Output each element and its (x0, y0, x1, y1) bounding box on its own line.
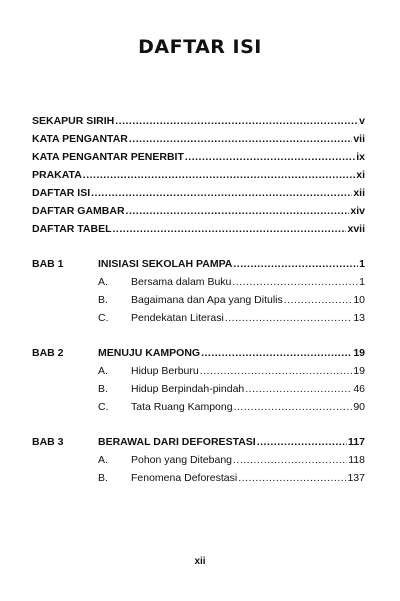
section-letter: B. (98, 383, 108, 395)
dot-leader (284, 294, 353, 307)
section-page: 19 (353, 365, 365, 377)
toc-section (131, 365, 365, 378)
chapter-page: 19 (353, 347, 365, 359)
dot-leader (129, 133, 352, 146)
chapter-number: BAB 3 (32, 436, 64, 448)
dot-leader (115, 115, 358, 128)
toc-entry-label: DAFTAR TABEL (32, 223, 112, 235)
toc-entry-kata-pengantar-penerbit (32, 151, 365, 164)
toc-entry-page: xvii (347, 223, 365, 235)
toc-chapter-1 (98, 258, 365, 271)
section-page: 10 (353, 294, 365, 306)
section-letter: A. (98, 454, 108, 466)
dot-leader (83, 169, 355, 182)
toc-entry-label: KATA PENGANTAR PENERBIT (32, 151, 184, 163)
toc-entry-page: xiv (350, 205, 365, 217)
dot-leader (126, 205, 350, 218)
section-page: 46 (353, 383, 365, 395)
section-title: Bagaimana dan Apa yang Ditulis (131, 294, 283, 306)
section-page: 137 (347, 472, 365, 484)
section-letter: B. (98, 294, 108, 306)
chapter-title: MENUJU KAMPONG (98, 347, 201, 359)
dot-leader (225, 312, 352, 325)
dot-leader (257, 436, 347, 449)
chapter-page: 117 (348, 436, 365, 448)
toc-entry-page: xii (353, 187, 365, 199)
toc-entry-label: SEKAPUR SIRIH (32, 115, 115, 127)
toc-entry-page: vii (353, 133, 365, 145)
dot-leader (201, 347, 352, 360)
toc-entry-sekapur-sirih (32, 115, 365, 128)
dot-leader (233, 258, 358, 271)
toc-entry-page: xi (356, 169, 365, 181)
toc-entry-label: PRAKATA (32, 169, 82, 181)
dot-leader (234, 401, 353, 414)
toc-entry-page: v (359, 115, 365, 127)
section-letter: C. (98, 401, 109, 413)
section-page: 1 (359, 276, 365, 288)
toc-section (131, 294, 365, 307)
dot-leader (91, 187, 352, 200)
toc-entry-label: DAFTAR GAMBAR (32, 205, 125, 217)
chapter-page: 1 (359, 258, 365, 270)
section-title: Bersama dalam Buku (131, 276, 232, 288)
page-number: xii (194, 556, 206, 567)
toc-section (131, 383, 365, 396)
toc-entry-label: DAFTAR ISI (32, 187, 91, 199)
chapter-title: BERAWAL DARI DEFORESTASI (98, 436, 256, 448)
section-letter: A. (98, 276, 108, 288)
section-page: 13 (353, 312, 365, 324)
section-letter: B. (98, 472, 108, 484)
toc-section (131, 276, 365, 289)
toc-section (131, 401, 365, 414)
dot-leader (200, 365, 353, 378)
chapter-title: INISIASI SEKOLAH PAMPA (98, 258, 233, 270)
toc-entry-daftar-isi (32, 187, 365, 200)
section-title: Hidup Berpindah-pindah (131, 383, 245, 395)
toc-entry-prakata (32, 169, 365, 182)
dot-leader (232, 276, 358, 289)
chapter-number: BAB 2 (32, 347, 64, 359)
section-title: Hidup Berburu (131, 365, 199, 377)
toc-entry-page: ix (356, 151, 365, 163)
toc-chapter-3 (98, 436, 365, 449)
toc-entry-kata-pengantar (32, 133, 365, 146)
section-page: 118 (348, 454, 365, 466)
toc-entry-label: KATA PENGANTAR (32, 133, 128, 145)
section-title: Tata Ruang Kampong (131, 401, 233, 413)
toc-entry-daftar-tabel (32, 223, 365, 236)
section-page: 90 (353, 401, 365, 413)
toc-section (131, 472, 365, 485)
section-title: Fenomena Deforestasi (131, 472, 238, 484)
toc-chapter-2 (98, 347, 365, 360)
section-letter: C. (98, 312, 109, 324)
toc-section (131, 454, 365, 467)
dot-leader (245, 383, 352, 396)
toc-entry-daftar-gambar (32, 205, 365, 218)
section-letter: A. (98, 365, 108, 377)
section-title: Pohon yang Ditebang (131, 454, 232, 466)
dot-leader (113, 223, 347, 236)
page-title: DAFTAR ISI (138, 36, 262, 58)
dot-leader (233, 454, 347, 467)
chapter-number: BAB 1 (32, 258, 64, 270)
toc-section (131, 312, 365, 325)
dot-leader (185, 151, 355, 164)
section-title: Pendekatan Literasi (131, 312, 224, 324)
dot-leader (238, 472, 346, 485)
